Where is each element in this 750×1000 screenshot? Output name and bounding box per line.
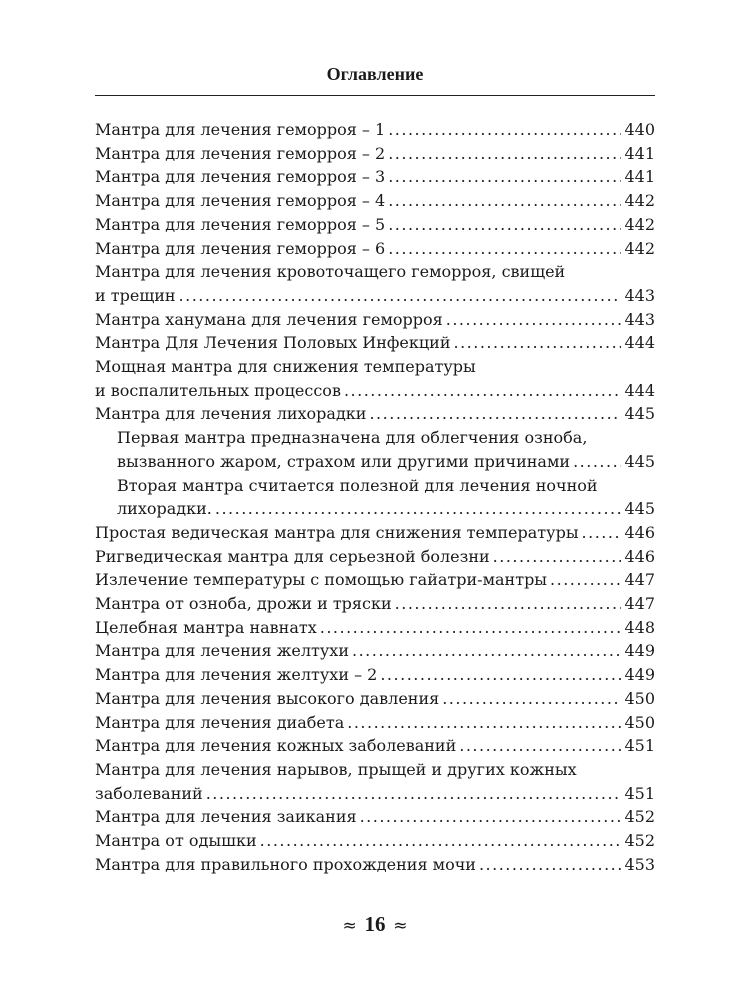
toc-page-number: 442 — [624, 238, 655, 258]
toc-entry-title: и трещин — [95, 285, 176, 305]
toc-entry-title: Мантра для лечения желтухи — [95, 641, 349, 661]
toc-entry-title: Излечение температуры с помощью гайатри-мантры — [95, 570, 548, 590]
toc-entry-title: вызванного жаром, страхом или другими причинами — [117, 451, 571, 471]
toc-page-number: 441 — [624, 167, 655, 187]
toc-page-number: 445 — [624, 499, 655, 519]
header-rule — [95, 95, 655, 96]
toc-entry — [95, 639, 655, 663]
toc-page-number: 442 — [624, 191, 655, 211]
toc-entry — [95, 355, 655, 402]
toc-entry-title: Простая ведическая мантра для снижения температуры — [95, 522, 579, 542]
dot-leader — [479, 853, 622, 877]
toc-entry-title: Мантра для лечения геморроя – 3 — [95, 167, 386, 187]
toc-entry — [95, 663, 655, 687]
dot-leader — [369, 402, 621, 426]
toc-entry — [95, 829, 655, 853]
toc-entry — [95, 165, 655, 189]
toc-entry-title: Мантра от озноба, дрожи и тряски — [95, 594, 392, 614]
toc-entry — [95, 521, 655, 545]
running-header-title: Оглавление — [326, 64, 424, 84]
toc-entry — [95, 142, 655, 166]
toc-entry-line — [95, 687, 655, 711]
toc-entry-title: Мантра для лечения заикания — [95, 807, 357, 827]
dot-leader — [582, 521, 622, 545]
running-header — [95, 62, 655, 86]
toc-entry-title: Мощная мантра для снижения температуры — [95, 357, 476, 377]
toc-entry-title: Мантра для лечения геморроя – 2 — [95, 143, 386, 163]
toc-entry-line — [95, 545, 655, 569]
toc-entry-line — [95, 284, 655, 308]
dot-leader — [395, 592, 622, 616]
dot-leader — [347, 711, 621, 735]
toc-entry — [95, 331, 655, 355]
toc-page-number: 440 — [624, 120, 655, 139]
toc-entry — [95, 853, 655, 877]
dot-leader — [206, 782, 622, 806]
toc-entry-title: Мантра ханумана для лечения геморроя — [95, 309, 443, 329]
toc-page-number: 452 — [624, 807, 655, 827]
toc-entry — [95, 426, 655, 473]
toc-page-number: 446 — [624, 522, 655, 542]
toc-entry-line — [95, 853, 655, 877]
toc-entry-title: Мантра для лечения нарывов, прыщей и других кожных — [95, 759, 577, 779]
toc-entry — [95, 687, 655, 711]
toc-entry — [95, 308, 655, 332]
folio-ornament-left: ≈ — [342, 916, 357, 936]
dot-leader — [573, 450, 621, 474]
toc-entry-line — [117, 450, 655, 474]
toc-page-number: 445 — [624, 451, 655, 471]
dot-leader — [493, 545, 622, 569]
toc-page-number: 443 — [624, 309, 655, 329]
toc-entry-title: заболеваний — [95, 783, 203, 803]
toc-page-number: 452 — [624, 831, 655, 851]
dot-leader — [446, 308, 622, 332]
dot-leader — [459, 734, 621, 758]
dot-leader — [320, 616, 622, 640]
toc-entry-line — [95, 711, 655, 735]
dot-leader — [260, 829, 622, 853]
toc-page-number: 449 — [624, 641, 655, 661]
dot-leader — [215, 497, 622, 521]
toc-entry-line — [95, 592, 655, 616]
page-footer — [95, 912, 655, 938]
toc-entry-line — [95, 829, 655, 853]
toc-entry — [95, 118, 655, 142]
toc-page-number: 444 — [624, 380, 655, 400]
toc-entry-line — [95, 734, 655, 758]
dot-leader — [388, 142, 621, 166]
toc-page-number: 451 — [624, 736, 655, 756]
toc-page-number: 453 — [624, 854, 655, 874]
toc-entry-line — [95, 639, 655, 663]
toc-entry-line — [95, 663, 655, 687]
toc-entry — [95, 616, 655, 640]
dot-leader — [388, 213, 621, 237]
toc-entry-title: Мантра для лечения лихорадки — [95, 404, 367, 424]
toc-entry-title: лихорадки. — [117, 499, 212, 519]
dot-leader — [388, 189, 621, 213]
dot-leader — [179, 284, 622, 308]
toc-page-number: 449 — [624, 665, 655, 685]
toc-entry — [95, 237, 655, 261]
toc-entry-line — [95, 521, 655, 545]
toc-page-number: 447 — [624, 570, 655, 590]
dot-leader — [360, 805, 622, 829]
toc-entry-line — [95, 189, 655, 213]
toc-page-number: 445 — [624, 404, 655, 424]
toc-entry-title: Мантра для лечения высокого давления — [95, 688, 440, 708]
toc-entry — [95, 734, 655, 758]
toc-entry-title: Мантра Для Лечения Половых Инфекций — [95, 333, 451, 353]
toc-entry — [95, 545, 655, 569]
toc-page-number: 444 — [624, 333, 655, 353]
toc-entry — [95, 711, 655, 735]
toc-entry-line — [95, 782, 655, 806]
toc-entry-title: и воспалительных процессов — [95, 380, 341, 400]
toc-page-number: 443 — [624, 285, 655, 305]
toc-page-number: 450 — [624, 688, 655, 708]
toc-entry-title: Мантра от одышки — [95, 831, 257, 851]
toc-entry-title: Мантра для лечения геморроя – 1 — [95, 120, 386, 139]
toc-entry-line — [95, 402, 655, 426]
folio-ornament-right: ≈ — [393, 916, 408, 936]
toc-entry-title: Целебная мантра навнатх — [95, 617, 317, 637]
dot-leader — [442, 687, 621, 711]
toc-entry — [95, 758, 655, 805]
toc-entry-title: Мантра для лечения диабета — [95, 712, 345, 732]
toc-entry-title: Вторая мантра считается полезной для лечения ночной — [117, 475, 598, 495]
toc-entry — [95, 402, 655, 426]
toc-entry-line — [95, 118, 655, 142]
toc-entry-line — [117, 497, 655, 521]
toc-page-number: 448 — [624, 617, 655, 637]
toc-page-number: 447 — [624, 594, 655, 614]
toc-entry — [95, 592, 655, 616]
toc-entry-line — [95, 805, 655, 829]
toc-entry-title: Мантра для лечения кровоточащего геморроя, свищей — [95, 262, 566, 282]
toc-entry-line — [95, 213, 655, 237]
dot-leader — [352, 639, 621, 663]
toc-entry-line — [95, 165, 655, 189]
toc-entry — [95, 568, 655, 592]
dot-leader — [380, 663, 621, 687]
dot-leader — [550, 568, 621, 592]
toc-entry-title: Мантра для лечения желтухи – 2 — [95, 665, 378, 685]
toc-entry-title: Первая мантра предназначена для облегчения озноба, — [117, 428, 588, 448]
dot-leader — [388, 165, 621, 189]
toc-entry-line — [95, 237, 655, 261]
table-of-contents — [95, 118, 655, 877]
dot-leader — [388, 237, 621, 261]
toc-entry — [95, 474, 655, 521]
toc-entry-title: Мантра для лечения геморроя – 5 — [95, 214, 386, 234]
toc-entry-line — [95, 142, 655, 166]
toc-page-number: 446 — [624, 546, 655, 566]
toc-entry-title: Мантра для правильного прохождения мочи — [95, 854, 476, 874]
toc-entry — [95, 805, 655, 829]
toc-page-number: 442 — [624, 214, 655, 234]
dot-leader — [454, 331, 622, 355]
toc-entry — [95, 189, 655, 213]
toc-entry-title: Мантра для лечения геморроя – 4 — [95, 191, 386, 211]
page-number: 16 — [364, 912, 386, 936]
toc-entry-line — [95, 568, 655, 592]
toc-entry-title: Мантра для лечения геморроя – 6 — [95, 238, 386, 258]
toc-page-number: 450 — [624, 712, 655, 732]
toc-page-number: 451 — [624, 783, 655, 803]
toc-entry-title: Мантра для лечения кожных заболеваний — [95, 736, 457, 756]
toc-entry — [95, 260, 655, 307]
toc-entry-line — [95, 616, 655, 640]
toc-entry-title: Ригведическая мантра для серьезной болезни — [95, 546, 490, 566]
toc-page-number: 441 — [624, 143, 655, 163]
toc-entry — [95, 213, 655, 237]
toc-entry-line — [95, 379, 655, 403]
toc-entry-line — [95, 331, 655, 355]
toc-entry-line — [95, 308, 655, 332]
dot-leader — [344, 379, 622, 403]
dot-leader — [388, 118, 621, 142]
